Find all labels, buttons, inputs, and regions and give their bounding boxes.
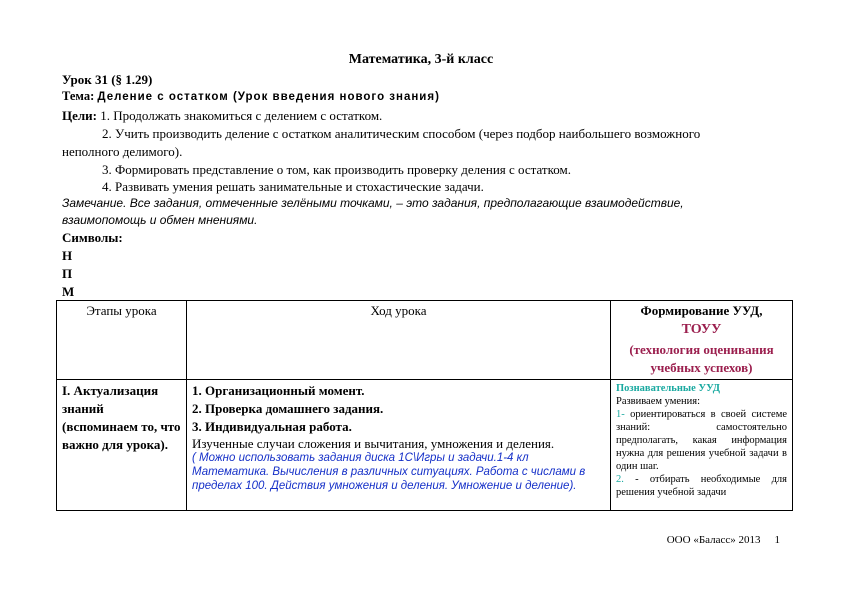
step-3-description: Изученные случаи сложения и вычитания, умножения и деления. — [192, 436, 555, 451]
uud-title: Познавательные УУД — [616, 383, 720, 394]
symbol-p: П — [62, 266, 73, 281]
uud-item-2-number: 2. — [616, 474, 624, 485]
goal-1 — [62, 108, 382, 124]
table-header-row — [57, 301, 793, 380]
uud-intro: Развиваем умения: — [616, 396, 701, 407]
uud-item-2 — [616, 473, 787, 499]
uud-item-2-text: - отбирать необходимые для решения учебной задачи — [616, 474, 787, 498]
symbol-m: М — [62, 284, 75, 299]
goal-4: 4. Развивать умения решать занимательные и стохастические задачи. — [102, 179, 484, 194]
step-3: 3. Индивидуальная работа. — [192, 419, 352, 434]
header-uud-title: Формирование УУД, — [640, 303, 763, 318]
uud-cell — [611, 380, 793, 511]
symbols-label: Символы: — [62, 230, 123, 245]
goal-1-text: 1. Продолжать знакомиться с делением с остатком. — [100, 108, 383, 123]
header-progress: Ход урока — [187, 301, 611, 380]
header-touu-desc: (технология оценивания учебных успехов) — [629, 342, 774, 375]
page-title: Математика, 3-й класс — [348, 52, 494, 67]
footer — [653, 534, 780, 546]
stage-cell: I. Актуализация знаний (вспоминаем то, что важно для урока). — [57, 380, 187, 511]
header-touu: ТОУУ — [681, 322, 722, 337]
goal-2: 2. Учить производить деление с остатком аналитическим способом (через подбор наибольшего возможного — [102, 126, 701, 141]
lesson-number: Урок 31 (§ 1.29) — [62, 72, 153, 87]
header-uud — [611, 301, 793, 380]
lesson-table — [56, 300, 793, 511]
progress-cell — [187, 380, 611, 511]
topic-value: Деление с остатком (Урок введения нового знания) — [97, 91, 440, 103]
table-row — [57, 380, 793, 511]
uud-item-1-number: 1- — [616, 409, 625, 420]
goals-label: Цели: — [62, 108, 97, 123]
uud-item-1-text: ориентироваться в своей системе знаний: самостоятельно предполагать, какая информация нужна для решения учебной задачи в один шаг. — [616, 409, 787, 472]
header-stages: Этапы урока — [57, 301, 187, 380]
goal-3: 3. Формировать представление о том, как производить проверку деления с остатком. — [102, 162, 571, 177]
note: Замечание. Все задания, отмеченные зелёными точками, – это задания, предполагающие взаимодействие, взаимопомощь и обмен мнениями. — [62, 196, 684, 227]
step-2: 2. Проверка домашнего задания. — [192, 401, 384, 416]
footer-company: ООО «Баласс» 2013 — [666, 534, 761, 546]
uud-item-1 — [616, 408, 787, 473]
page-number: 1 — [774, 534, 780, 546]
disk-reference: ( Можно использовать задания диска 1С\Игры и задачи.1-4 кл Математика. Вычисления в различных ситуациях. Работа с числами в пределах 100. Действия умножения и деления. Умножение и деление). — [192, 452, 586, 492]
goal-2-continued: неполного делимого). — [62, 144, 183, 159]
step-1: 1. Организационный момент. — [192, 383, 365, 398]
symbol-n: Н — [62, 248, 73, 263]
lesson-topic — [62, 89, 440, 104]
topic-label: Тема: — [62, 89, 95, 103]
